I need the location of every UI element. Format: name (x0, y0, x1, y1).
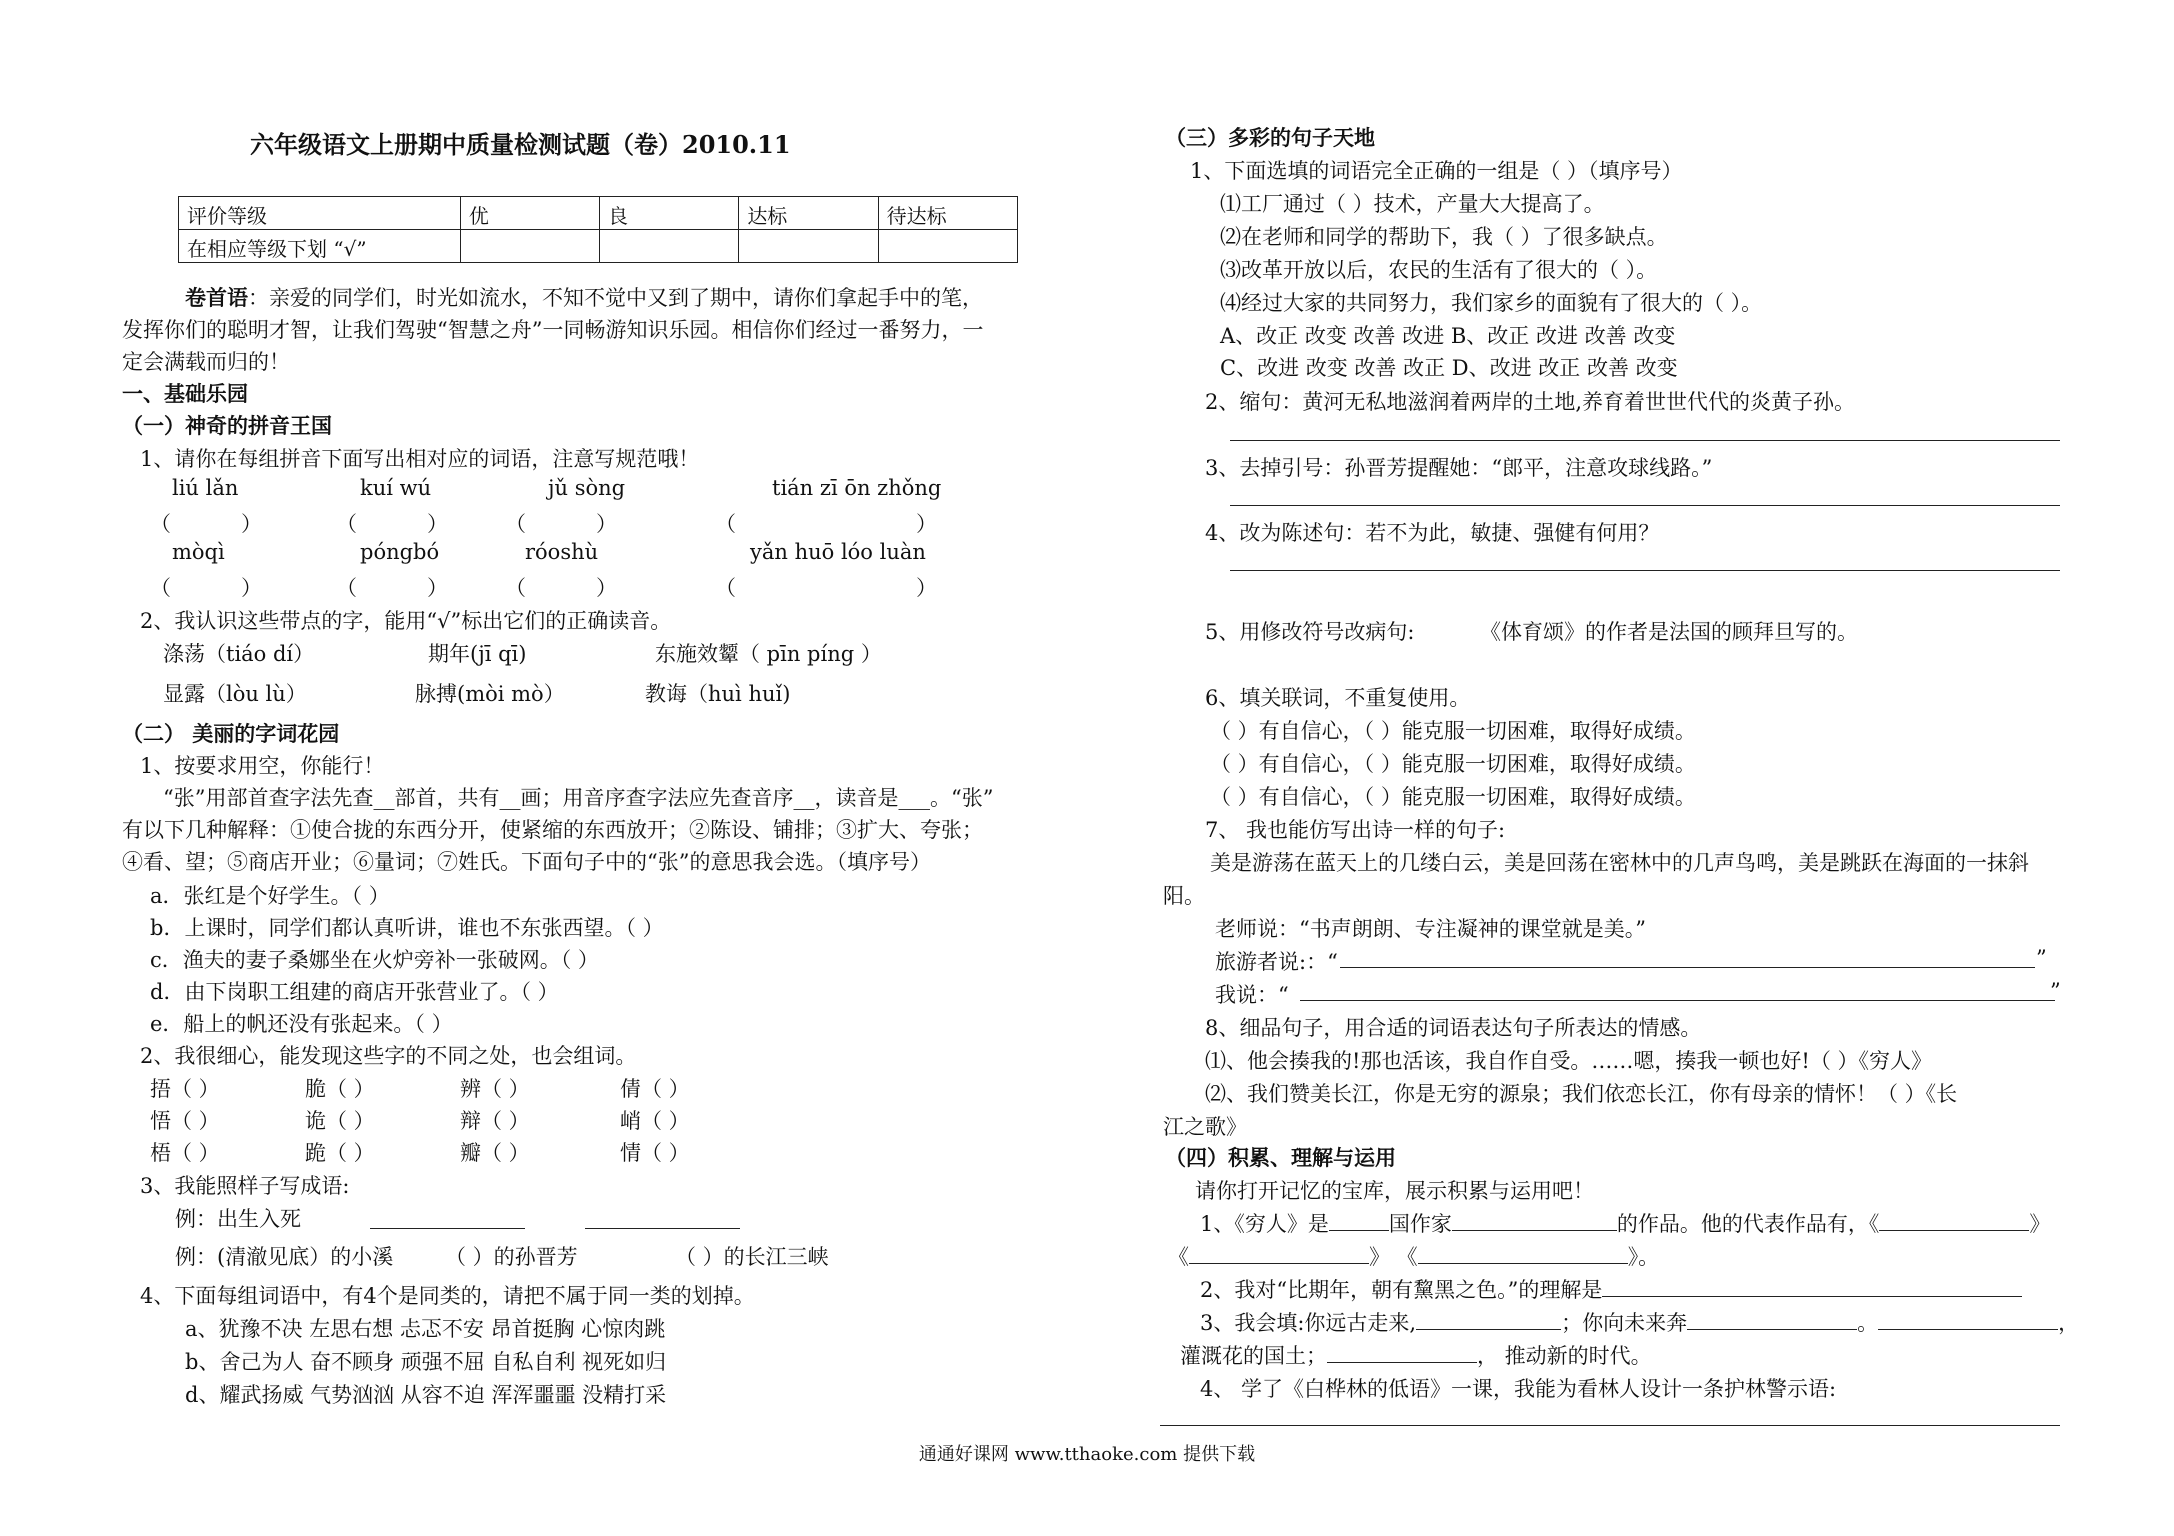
question-text: 2、缩句：黄河无私地滋润着两岸的土地,养育着世世代代的炎黄子孙。 (1205, 390, 1856, 414)
quote-mark: ” (2050, 979, 2061, 1003)
answer-blank[interactable] (1327, 1342, 1477, 1363)
reading-item: 涤荡（tiáo dí） (163, 642, 315, 666)
question-text: “张”用部首查字法先查__部首，共有__画；用音序查字法应先查音序__，读音是___。“张” (163, 786, 994, 810)
question-text: 3、去掉引号：孙晋芳提醒她：“郎平，注意攻球线路。” (1205, 456, 1713, 480)
list-item: ⑶改革开放以后，农民的生活有了很大的（ ）。 (1220, 258, 1658, 282)
reading-item: 显露（lòu lù） (163, 682, 307, 706)
char-item: 辨（ ） (460, 1077, 530, 1101)
question-text: 7、 我也能仿写出诗一样的句子: (1205, 818, 1506, 842)
table-cell: 在相应等级下划 “√” (179, 230, 461, 263)
question-text: 1、按要求用空，你能行！ (140, 754, 385, 778)
list-item: a．张红是个好学生。（ ） (150, 884, 390, 908)
answer-bracket[interactable]: （ ） (150, 512, 262, 536)
char-item: 脆（ ） (305, 1077, 375, 1101)
table-cell: 优 (460, 197, 599, 230)
pinyin-item: jǔ sòng (548, 476, 626, 500)
char-item: 辩（ ） (460, 1109, 530, 1133)
answer-bracket[interactable]: （ ） (505, 576, 617, 600)
answer-line[interactable] (1230, 505, 2060, 506)
question-text: 5、用修改符号改病句: (1205, 620, 1415, 644)
subsection-heading: （一）神奇的拼音王国 (122, 413, 332, 438)
passage-text: 阳。 (1163, 884, 1205, 908)
char-item: 瓣（ ） (460, 1141, 530, 1165)
pinyin-item: póngbó (360, 540, 440, 564)
answer-bracket[interactable]: （ ） (715, 512, 937, 536)
question-text: 2、我很细心，能发现这些字的不同之处，也会组词。 (140, 1044, 637, 1068)
preface-label: 卷首语 (185, 285, 248, 310)
list-item: e．船上的帆还没有张起来。（ ） (150, 1012, 453, 1036)
table-cell (600, 230, 739, 263)
pinyin-item: mòqì (172, 540, 225, 564)
list-item: （ ）有自信心，（ ）能克服一切困难，取得好成绩。 (1210, 752, 1696, 776)
question-text: 《 》 《 》。 (1168, 1245, 1660, 1269)
question-text: 请你打开记忆的宝库，展示积累与运用吧！ (1195, 1179, 1594, 1203)
passage-text: 我说：“ (1215, 983, 1289, 1007)
char-item: 捂（ ） (150, 1077, 220, 1101)
answer-blank[interactable] (1452, 1210, 1617, 1231)
section-heading: 一、基础乐园 (122, 381, 248, 406)
char-item: 诡（ ） (305, 1109, 375, 1133)
answer-blank[interactable] (1878, 1309, 2058, 1330)
question-text: 1、下面选填的词语完全正确的一组是（ ）（填序号） (1190, 159, 1683, 183)
grade-table (178, 196, 1018, 263)
word-row: a、犹豫不决 左思右想 忐忑不安 昂首挺胸 心惊肉跳 (185, 1317, 666, 1341)
char-item: 悟（ ） (150, 1109, 220, 1133)
word-row: d、耀武扬威 气势汹汹 从容不迫 浑浑噩噩 没精打采 (185, 1383, 667, 1407)
answer-line[interactable] (1230, 440, 2060, 441)
answer-blank[interactable] (1687, 1309, 1857, 1330)
table-cell: 达标 (739, 197, 878, 230)
footer-credit: 通通好课网 www.tthaoke.com 提供下载 (918, 1444, 1256, 1465)
reading-item: 东施效颦（ pīn píng ） (655, 642, 882, 666)
answer-blank[interactable] (1418, 1243, 1628, 1264)
example-text: 例：(清澈见底）的小溪 (175, 1245, 394, 1269)
list-item: ⑵在老师和同学的帮助下，我（ ）了很多缺点。 (1220, 225, 1668, 249)
table-cell: 评价等级 (179, 197, 461, 230)
question-text: 3、我会填:你远古走来, ；你向未来奔 。 ， (1200, 1311, 2080, 1335)
quote-mark: ” (2036, 946, 2047, 970)
answer-line[interactable] (1230, 570, 2060, 571)
question-text: 6、填关联词，不重复使用。 (1205, 686, 1471, 710)
table-cell (878, 230, 1017, 263)
list-item: d．由下岗职工组建的商店开张营业了。（ ） (150, 980, 559, 1004)
question-text: 1、《穷人》是 国作家 的作品。他的代表作品有，《 》 (1200, 1212, 2051, 1236)
question-text: 2、我对“比期年，朝有黧黑之色。”的理解是 (1200, 1274, 2022, 1304)
preface-line (185, 282, 983, 312)
reading-item: 期年(jī qī) (428, 642, 527, 666)
question-text: 4、 学了《白桦林的低语》一课，我能为看林人设计一条护林警示语: (1200, 1377, 1837, 1401)
passage-text: 美是游荡在蓝天上的几缕白云，美是回荡在密林中的几声鸟鸣，美是跳跃在海面的一抹斜 (1210, 851, 2029, 875)
table-cell: 良 (600, 197, 739, 230)
list-item: ⑵、我们赞美长江，你是无穷的源泉；我们依恋长江，你有母亲的情怀！（ ）《长 (1205, 1082, 1958, 1106)
example-text: （ ）的孙晋芳 (445, 1245, 578, 1269)
list-item: ⑴、他会揍我的!那也活该，我自作自受。……嗯，揍我一顿也好!（ ）《穷人》 (1205, 1049, 1933, 1073)
example-text: （ ）的长江三峡 (675, 1245, 829, 1269)
question-text: ④看、望；⑤商店开业；⑥量词；⑦姓氏。下面句子中的“张”的意思我会选。（填序号） (122, 850, 931, 874)
answer-line[interactable] (370, 1228, 525, 1229)
char-item: 跪（ ） (305, 1141, 375, 1165)
list-item: ⑴工厂通过（ ）技术，产量大大提高了。 (1220, 192, 1605, 216)
pinyin-item: yǎn huō lóo luàn (750, 540, 926, 564)
preface-line: 定会满载而归的！ (122, 350, 290, 374)
example-text: 例：出生入死 (175, 1207, 301, 1231)
answer-line[interactable] (1160, 1425, 2060, 1426)
answer-blank[interactable] (1879, 1210, 2029, 1231)
option-row: A、改正 改变 改善 改进 B、改正 改进 改善 改变 (1220, 324, 1676, 348)
question-text: 1、请你在每组拼音下面写出相对应的词语，注意写规范哦！ (140, 447, 700, 471)
table-cell (739, 230, 878, 263)
char-item: 峭（ ） (620, 1109, 690, 1133)
list-item: b．上课时，同学们都认真听讲，谁也不东张西望。（ ） (150, 916, 664, 940)
question-text: 8、细品句子，用合适的词语表达句子所表达的情感。 (1205, 1016, 1702, 1040)
table-row (179, 197, 1018, 230)
pinyin-item: tián zī ōn zhǒng (772, 476, 942, 500)
list-item: （ ）有自信心，（ ）能克服一切困难，取得好成绩。 (1210, 719, 1696, 743)
list-item: 江之歌》 (1163, 1115, 1247, 1139)
reading-item: 教诲（huì huǐ) (645, 682, 791, 706)
page-title: 六年级语文上册期中质量检测试题（卷）2010.11 (250, 130, 791, 159)
answer-line[interactable] (585, 1228, 740, 1229)
answer-bracket[interactable]: （ ） (336, 512, 448, 536)
pinyin-item: liú lǎn (172, 476, 239, 500)
table-cell (460, 230, 599, 263)
question-text: 有以下几种解释：①使合拢的东西分开，使紧缩的东西放开；②陈设、铺排；③扩大、夸张； (122, 818, 983, 842)
option-row: C、改进 改变 改善 改正 D、改进 改正 改善 改变 (1220, 356, 1678, 380)
answer-blank[interactable] (1329, 1210, 1389, 1231)
table-cell: 待达标 (878, 197, 1017, 230)
answer-line[interactable] (1300, 1000, 2055, 1001)
answer-line[interactable] (1340, 967, 2035, 968)
question-text: 4、改为陈述句：若不为此，敏捷、强健有何用？ (1205, 521, 1660, 545)
answer-bracket[interactable]: （ ） (715, 576, 937, 600)
preface-line: 发挥你们的聪明才智，让我们驾驶“智慧之舟”一同畅游知识乐园。相信你们经过一番努力，一 (122, 318, 984, 342)
answer-blank[interactable] (1416, 1309, 1561, 1330)
question-text: 4、下面每组词语中，有4个是同类的，请把不属于同一类的划掉。 (140, 1284, 755, 1308)
passage-text: 旅游者说:：“ (1215, 950, 1338, 974)
reading-item: 脉搏(mòi mò） (415, 682, 565, 706)
table-row (179, 230, 1018, 263)
subsection-heading: （四）积累、理解与运用 (1165, 1145, 1396, 1170)
answer-blank[interactable] (1189, 1243, 1369, 1264)
list-item: ⑷经过大家的共同努力，我们家乡的面貌有了很大的（ ）。 (1220, 291, 1763, 315)
char-item: 情（ ） (620, 1141, 690, 1165)
answer-bracket[interactable]: （ ） (150, 576, 262, 600)
question-text: 2、我认识这些带点的字，能用“√”标出它们的正确读音。 (140, 609, 672, 633)
question-text: 灌溉花的国土； ， 推动新的时代。 (1180, 1344, 1652, 1368)
passage-text: 老师说：“书声朗朗、专注凝神的课堂就是美。” (1215, 917, 1646, 941)
list-item: （ ）有自信心，（ ）能克服一切困难，取得好成绩。 (1210, 785, 1696, 809)
pinyin-item: róoshù (525, 540, 599, 564)
pinyin-item: kuí wú (360, 476, 432, 500)
subsection-heading: （三）多彩的句子天地 (1165, 125, 1375, 150)
answer-bracket[interactable]: （ ） (505, 512, 617, 536)
question-text: 《体育颂》的作者是法国的顾拜旦写的。 (1480, 620, 1858, 644)
question-text: 3、我能照样子写成语: (140, 1174, 350, 1198)
preface-text: ：亲爱的同学们，时光如流水，不知不觉中又到了期中，请你们拿起手中的笔， (248, 286, 983, 310)
answer-bracket[interactable]: （ ） (336, 576, 448, 600)
subsection-heading: （二） 美丽的字词花园 (122, 721, 340, 746)
char-item: 梧（ ） (150, 1141, 220, 1165)
char-item: 倩（ ） (620, 1077, 690, 1101)
answer-blank[interactable] (1602, 1276, 2022, 1297)
word-row: b、舍己为人 奋不顾身 顽强不屈 自私自利 视死如归 (185, 1350, 667, 1374)
list-item: c．渔夫的妻子桑娜坐在火炉旁补一张破网。（ ） (150, 948, 599, 972)
